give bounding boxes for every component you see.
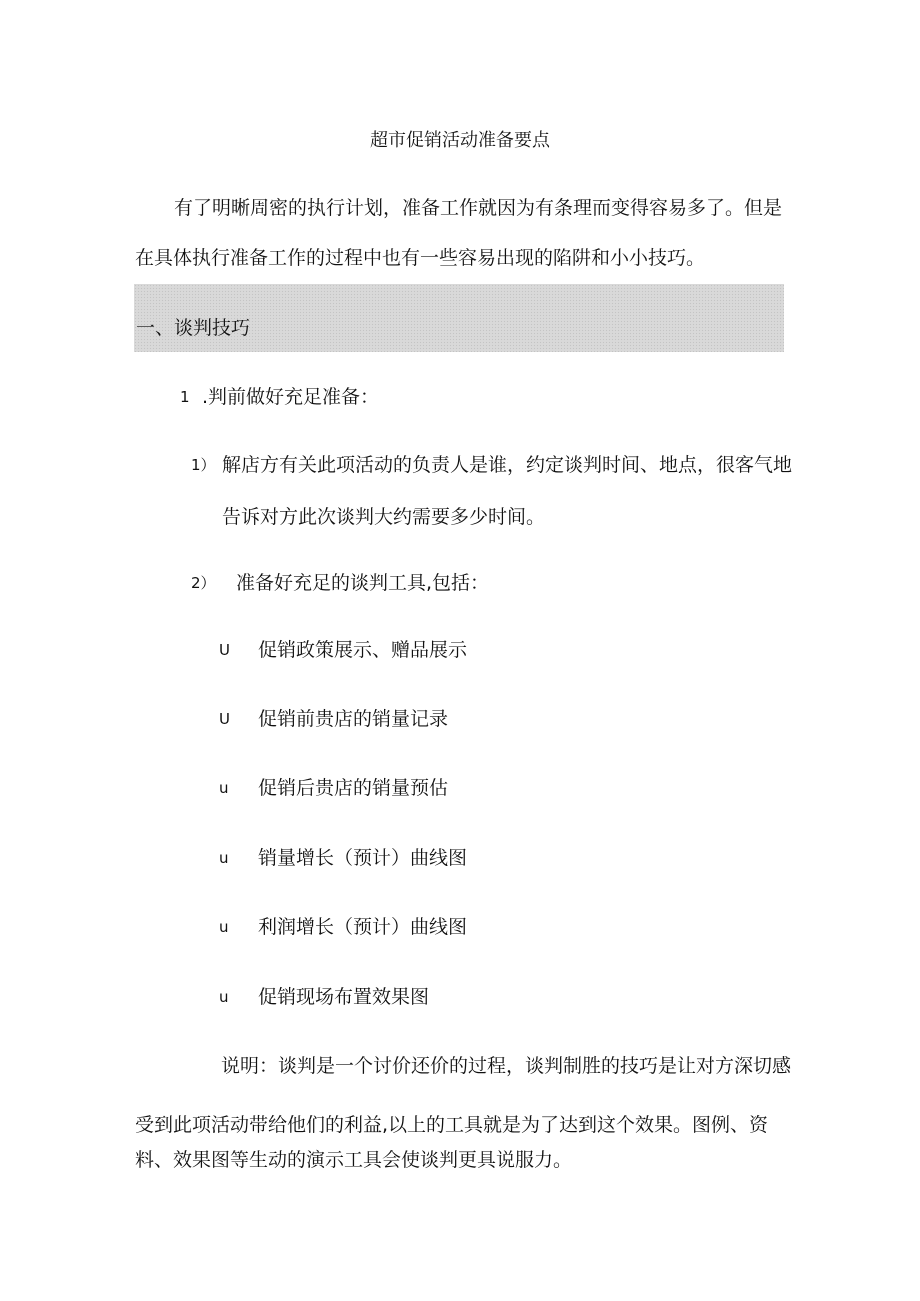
- bullet-marker: U: [219, 641, 230, 659]
- bullet-marker: u: [219, 779, 229, 797]
- item-text-1: .判前做好充足准备：: [202, 386, 380, 408]
- bullet-marker: U: [219, 710, 230, 728]
- bullet-marker: u: [219, 988, 229, 1006]
- bullet-marker: u: [219, 918, 229, 936]
- note-line-1: 说明：谈判是一个讨价还价的过程，谈判制胜的技巧是让对方深切感: [221, 1055, 792, 1077]
- bullet-text: 利润增长（预计）曲线图: [258, 916, 468, 938]
- sub-item-number-2: 2）: [191, 574, 216, 592]
- document-title: 超市促销活动准备要点: [370, 130, 550, 151]
- section-heading: 一、谈判技巧: [136, 317, 251, 339]
- sub-item-text-1-line-1: 解店方有关此项活动的负责人是谁，约定谈判时间、地点，很客气地: [222, 454, 793, 476]
- intro-line-1: 有了明晰周密的执行计划，准备工作就因为有条理而变得容易多了。但是: [174, 197, 783, 219]
- item-number-1: 1: [180, 388, 190, 406]
- sub-item-text-2: 准备好充足的谈判工具,包括：: [236, 572, 490, 594]
- intro-line-2: 在具体执行准备工作的过程中也有一些容易出现的陷阱和小小技巧。: [135, 247, 706, 269]
- sub-item-text-1-line-2: 告诉对方此次谈判大约需要多少时间。: [222, 506, 546, 528]
- bullet-text: 促销后贵店的销量预估: [258, 777, 449, 799]
- sub-item-number-1: 1）: [191, 456, 216, 474]
- bullet-text: 销量增长（预计）曲线图: [258, 847, 468, 869]
- note-line-3: 料、效果图等生动的演示工具会使谈判更具说服力。: [135, 1149, 573, 1171]
- note-line-2: 受到此项活动带给他们的利益,以上的工具就是为了达到这个效果。图例、资: [135, 1114, 769, 1136]
- bullet-text: 促销前贵店的销量记录: [258, 708, 449, 730]
- bullet-text: 促销政策展示、赠品展示: [258, 639, 468, 661]
- bullet-marker: u: [219, 849, 229, 867]
- bullet-text: 促销现场布置效果图: [258, 986, 430, 1008]
